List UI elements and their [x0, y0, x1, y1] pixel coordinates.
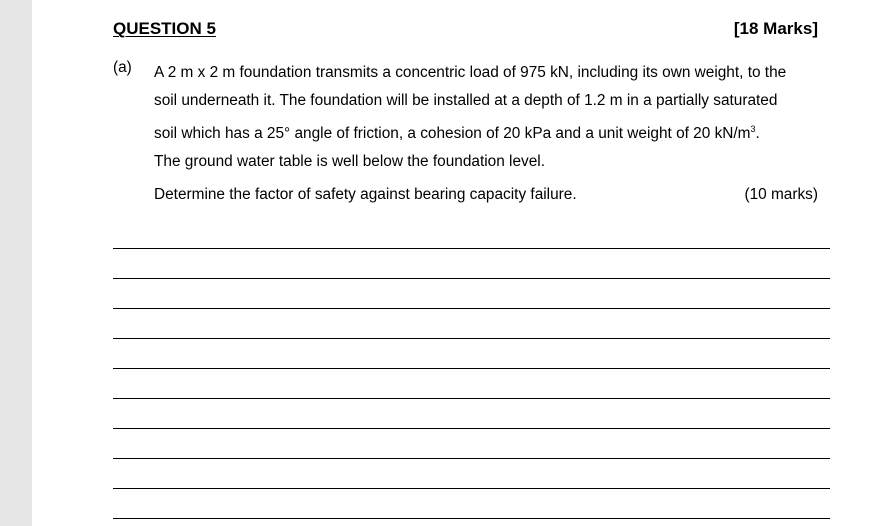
unit-superscript: 3 [750, 124, 756, 134]
question-total-marks: [18 Marks] [733, 19, 818, 38]
part-a-label: (a) [113, 59, 132, 76]
part-a-line-4: The ground water table is well below the foundation level. [154, 153, 545, 170]
part-a-line-3-text: soil which has a 25° angle of friction, a cohesion of 20 kPa and a unit weight of 20 kN/m [154, 125, 751, 142]
answer-area[interactable] [113, 0, 830, 526]
answer-line [113, 398, 830, 399]
part-a-task-marks: (10 marks) [744, 186, 818, 203]
part-a-line-3-end: . [755, 125, 760, 142]
answer-line [113, 278, 830, 279]
answer-line [113, 518, 830, 519]
answer-line [113, 368, 830, 369]
answer-line [113, 248, 830, 249]
answer-line [113, 338, 830, 339]
part-a-line-2: soil underneath it. The foundation will be installed at a depth of 1.2 m in a partially saturated [154, 92, 778, 109]
part-a-line-1: A 2 m x 2 m foundation transmits a concentric load of 975 kN, including its own weight, to the [154, 64, 787, 81]
question-title: QUESTION 5 [113, 19, 216, 38]
document-page [32, 0, 882, 526]
answer-line [113, 488, 830, 489]
answer-line [113, 458, 830, 459]
part-a-task: Determine the factor of safety against bearing capacity failure. [154, 186, 577, 203]
answer-line [113, 308, 830, 309]
answer-line [113, 428, 830, 429]
